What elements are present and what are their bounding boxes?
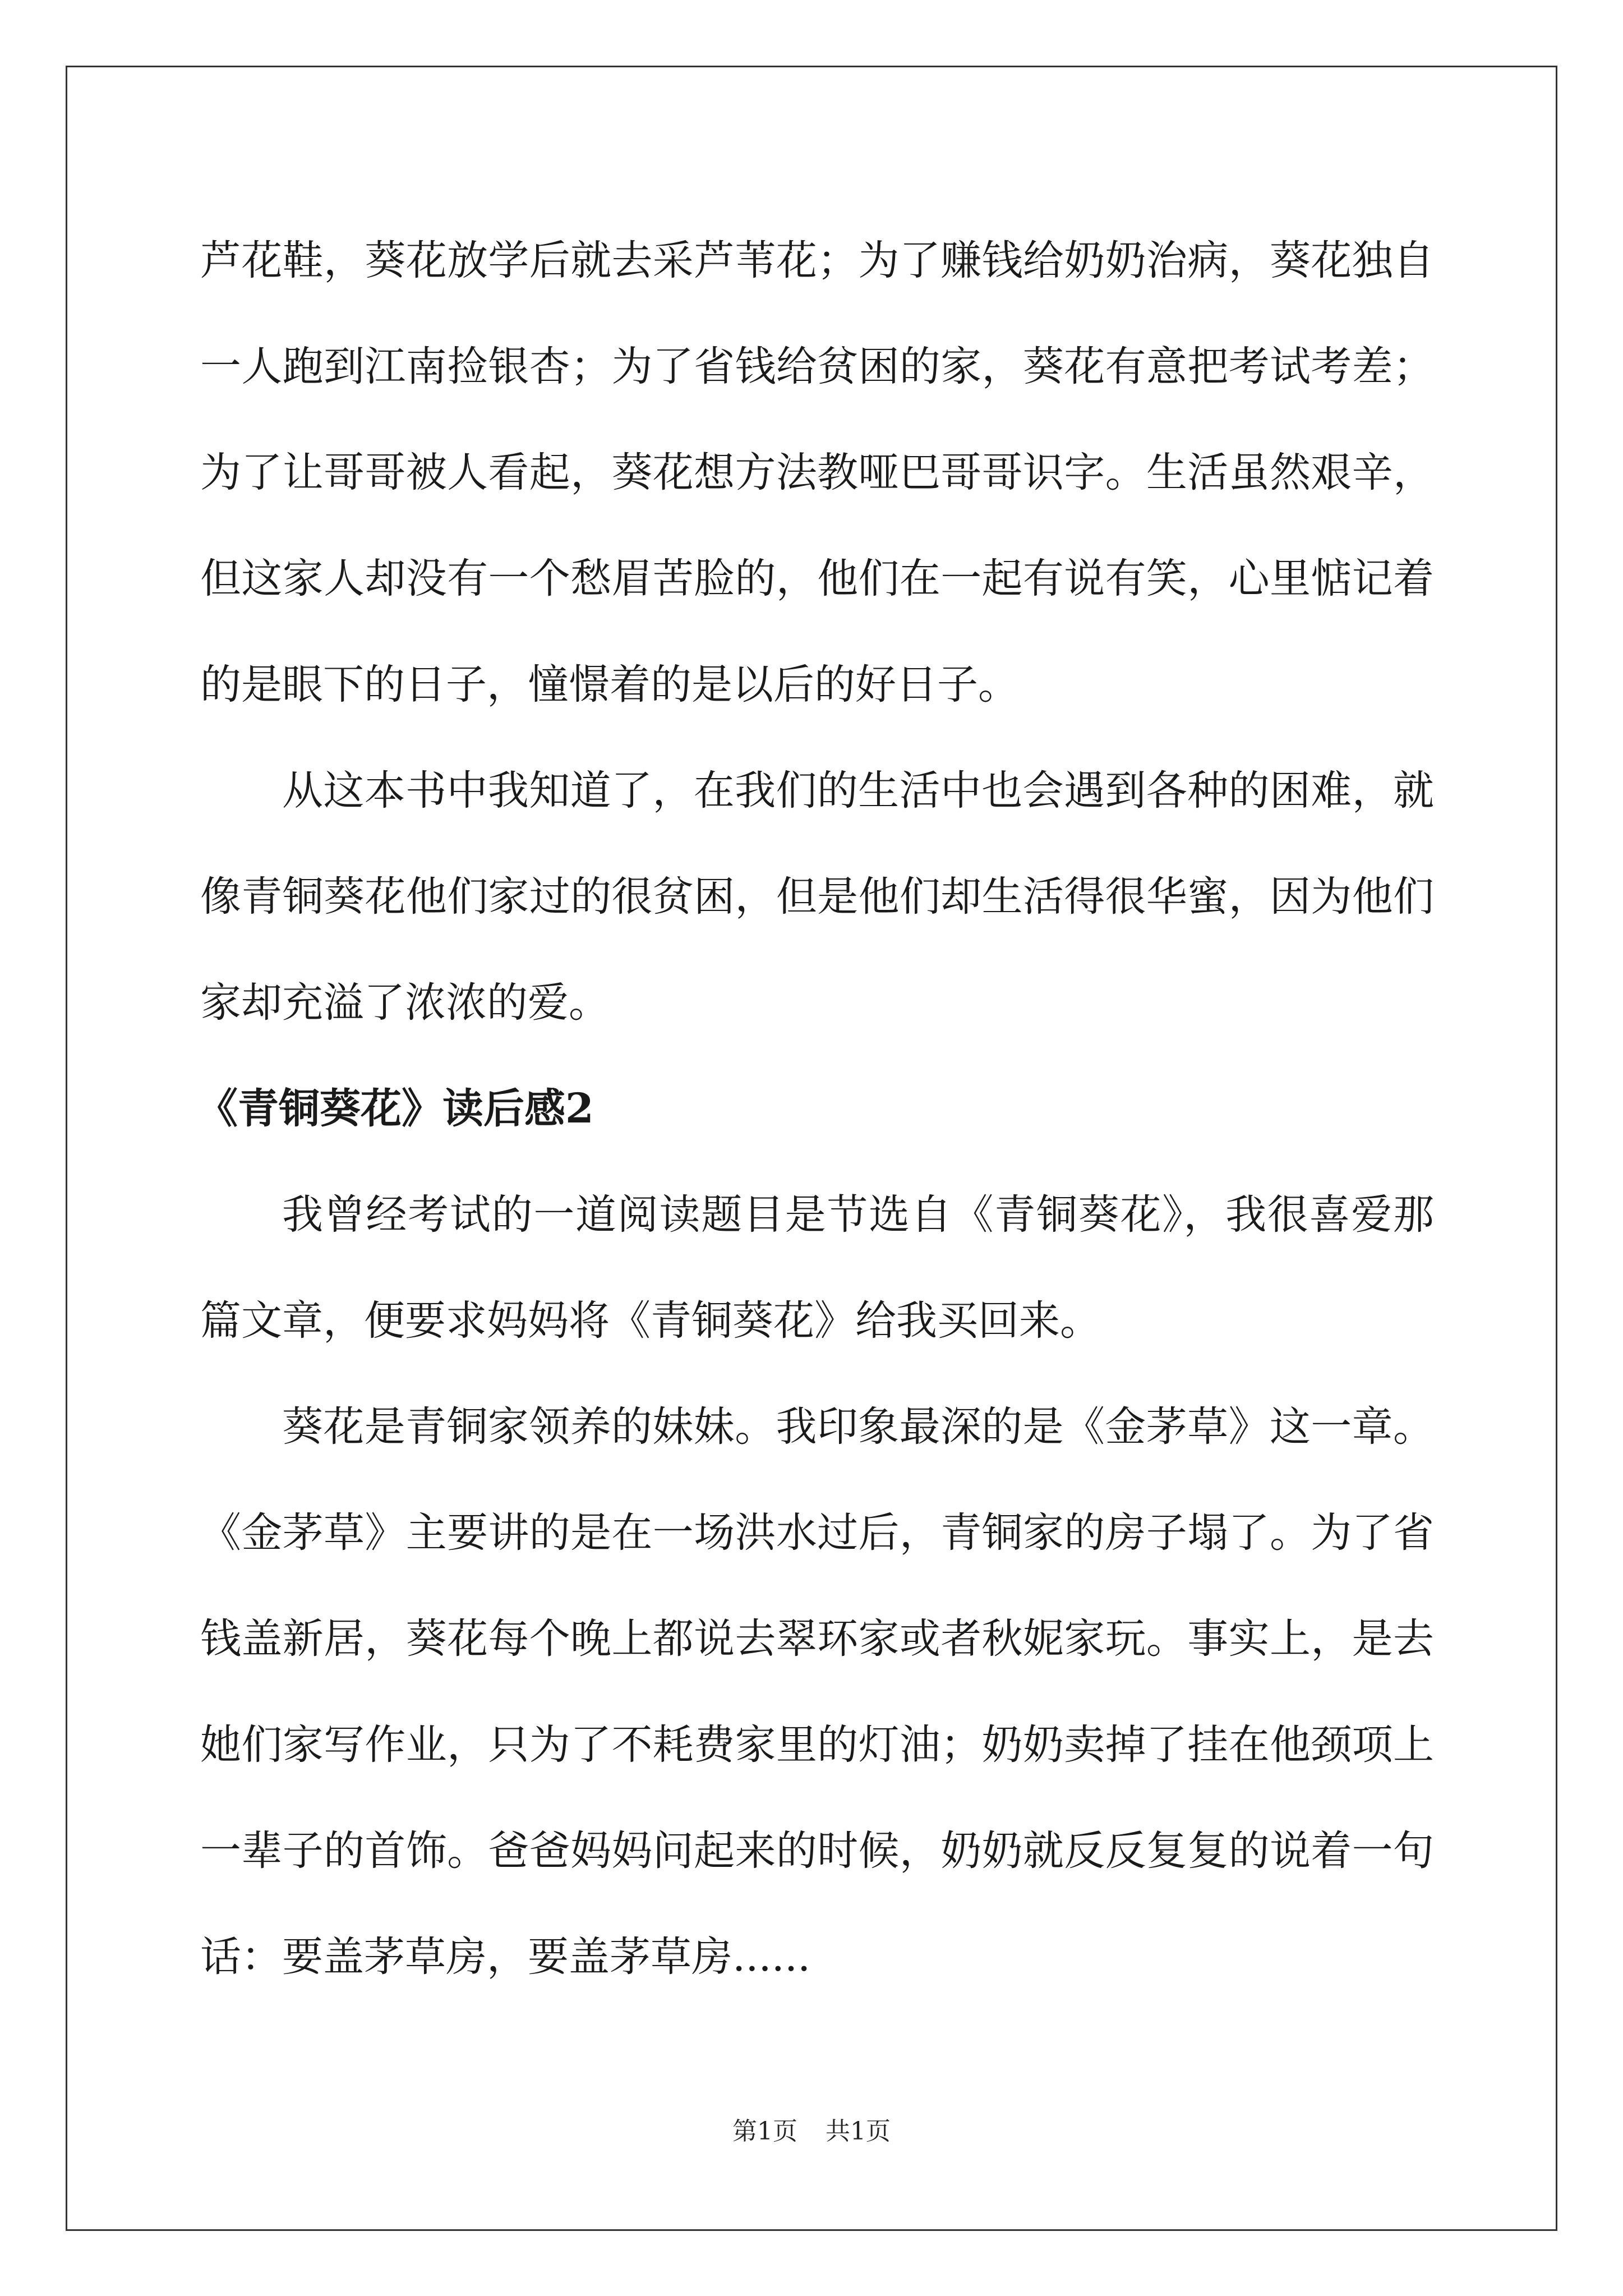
paragraph-1: 芦花鞋，葵花放学后就去采芦苇花；为了赚钱给奶奶治病，葵花独自一人跑到江南捡银杏；为了省钱给贫困的家，葵花有意把考试考差；为了让哥哥被人看起，葵花想方法教哑巴哥哥识字。生活虽然艰辛，但这家人却没有一个愁眉苦脸的，他们在一起有说有笑，心里惦记着的是眼下的日子，憧憬着的是以后的好日子。: [200, 237, 1434, 708]
page-number-current: 第1页: [732, 2117, 797, 2146]
paragraph-4: 葵花是青铜家领养的妹妹。我印象最深的是《金茅草》这一章。《金茅草》主要讲的是在一场洪水过后，青铜家的房子塌了。为了省钱盖新居，葵花每个晚上都说去翠环家或者秋妮家玩。事实上，是去她们家写作业，只为了不耗费家里的灯油；奶奶卖掉了挂在他颈项上一辈子的首饰。爸爸妈妈问起来的时候，奶奶就反反复复的说着一句话：要盖茅草房，要盖茅草房......: [200, 1403, 1434, 1981]
page-footer: [0, 2115, 1623, 2148]
section-heading: 《青铜葵花》读后感2: [197, 1084, 594, 1133]
page-number-total: 共1页: [826, 2117, 891, 2146]
document-body: [197, 208, 1434, 2010]
paragraph-2: 从这本书中我知道了，在我们的生活中也会遇到各种的困难，就像青铜葵花他们家过的很贫困，但是他们却生活得很华蜜，因为他们家却充溢了浓浓的爱。: [200, 767, 1434, 1027]
paragraph-3: 我曾经考试的一道阅读题目是节选自《青铜葵花》，我很喜爱那篇文章，便要求妈妈将《青铜葵花》给我买回来。: [200, 1191, 1434, 1345]
